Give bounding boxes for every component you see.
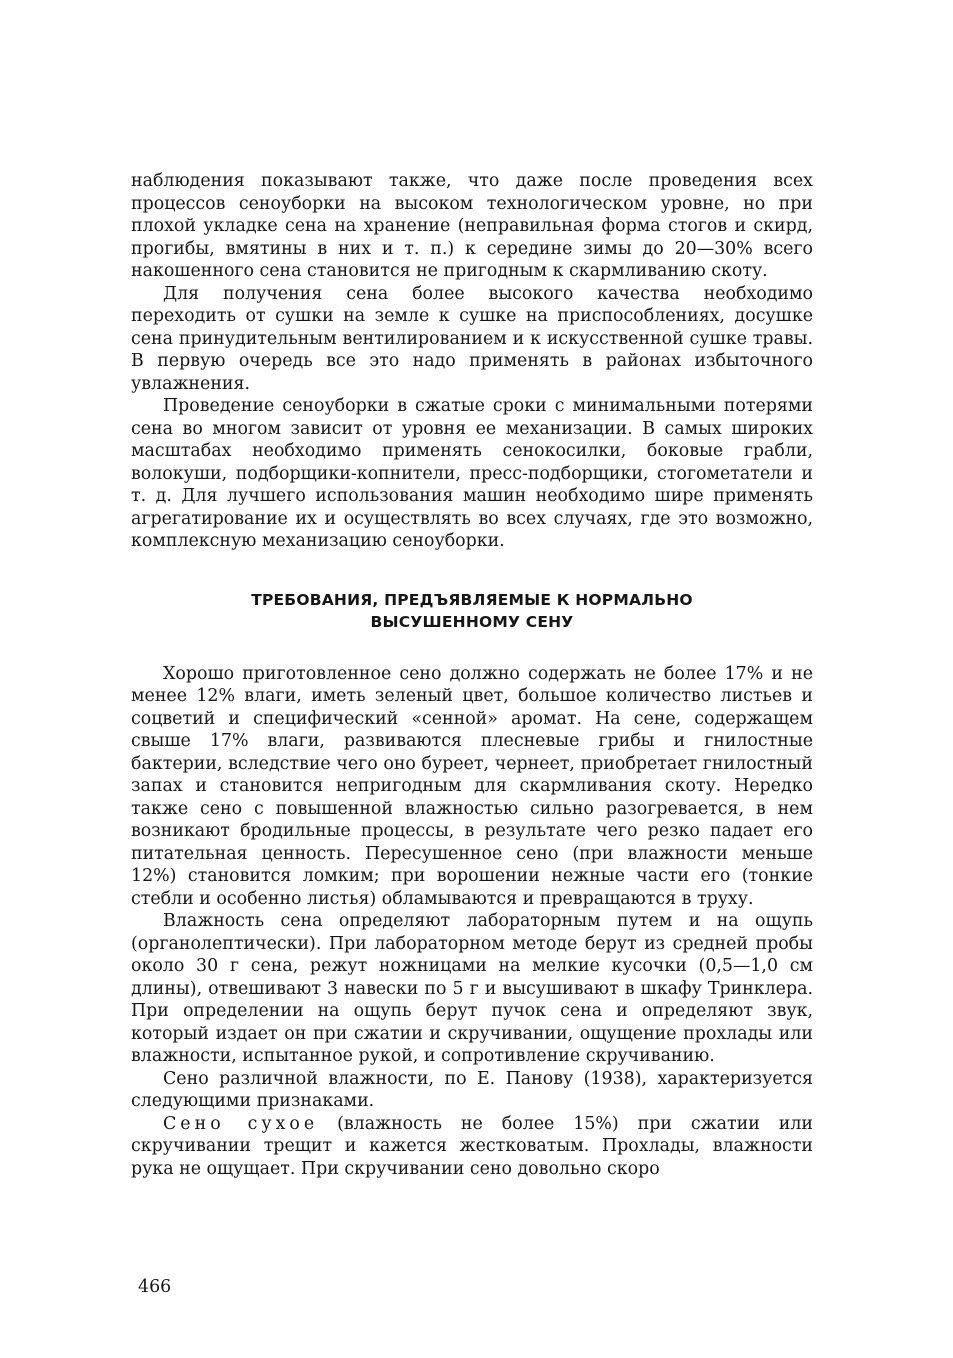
paragraph-7 (131, 1113, 813, 1181)
paragraph-2: Для получения сена более высокого качества необходимо переходить от сушки на земле к сушке на приспособлениях, досушке сена принудительным вентилированием и к искусственной сушке травы. В первую очередь все это надо применять в районах избыточного увлажнения. (131, 283, 813, 394)
paragraph-7-text: (влажность не более 15%) при сжатии или скручивании трещит и кажется жестковатым. Прохлады, влажности рука не ощущает. При скручивании сено довольно скоро (131, 1113, 814, 1179)
paragraph-1: наблюдения показывают также, что даже после проведения всех процессов сеноуборки на высоком технологическом уровне, но при плохой укладке сена на хранение (неправильная форма стогов и скирд, прогибы, вмятины в них и т. п.) к середине зимы до 20—30% всего накошенного сена становится не пригодным к скармливанию скоту. (131, 171, 813, 281)
heading-line-1: ТРЕБОВАНИЯ, ПРЕДЪЯВЛЯЕМЫЕ К НОРМАЛЬНО (251, 590, 693, 609)
paragraph-4: Хорошо приготовленное сено должно содержать не более 17% и не менее 12% влаги, иметь зеленый цвет, большое количество листьев и соцветий и специфический «сенной» аромат. На сене, содержащем свыше 17% влаги, развиваются плесневые грибы и гнилостные бактерии, вследствие чего оно буреет, чернеет, приобретает гнилостный запах и становится непригодным для скармливания скоту. Нередко также сено с повышенной влажностью сильно разогревается, в нем возникают бродильные процессы, в результате чего резко падает его питательная ценность. Пересушенное сено (при влажности меньше 12%) становится ломким; при ворошении нежные части его (тонкие стебли и особенно листья) обламываются и превращаются в труху. (131, 663, 813, 909)
heading-line-2: ВЫСУШЕННОМУ СЕНУ (370, 612, 574, 631)
section-heading (131, 589, 813, 633)
term-dry-hay: Сено сухое (163, 1113, 319, 1134)
paragraph-5: Влажность сена определяют лабораторным путем и на ощупь (органолептически). При лабораторном методе берут из средней пробы около 30 г сена, режут ножницами на мелкие кусочки (0,5—1,0 см длины), отвешивают 3 навески по 5 г и высушивают в шкафу Тринклера. При определении на ощупь берут пучок сена и определяют звук, который издает он при сжатии и скручивании, ощущение прохлады или влажности, испытанное рукой, и сопротивление скручиванию. (131, 911, 813, 1066)
page-body (131, 170, 813, 1180)
paragraph-6: Сено различной влажности, по Е. Панову (1938), характеризуется следующими признаками. (131, 1068, 813, 1111)
page-number: 466 (138, 1277, 172, 1297)
paragraph-3: Проведение сеноуборки в сжатые сроки с минимальными потерями сена во многом зависит от уровня ее механизации. В самых широких масштабах необходимо применять сенокосилки, боковые грабли, волокуши, подборщики-копнители, пресс-подборщики, стогометатели и т. д. Для лучшего использования машин необходимо шире применять агрегатирование их и осуществлять во всех случаях, где это возможно, комплексную механизацию сеноуборки. (131, 396, 813, 551)
